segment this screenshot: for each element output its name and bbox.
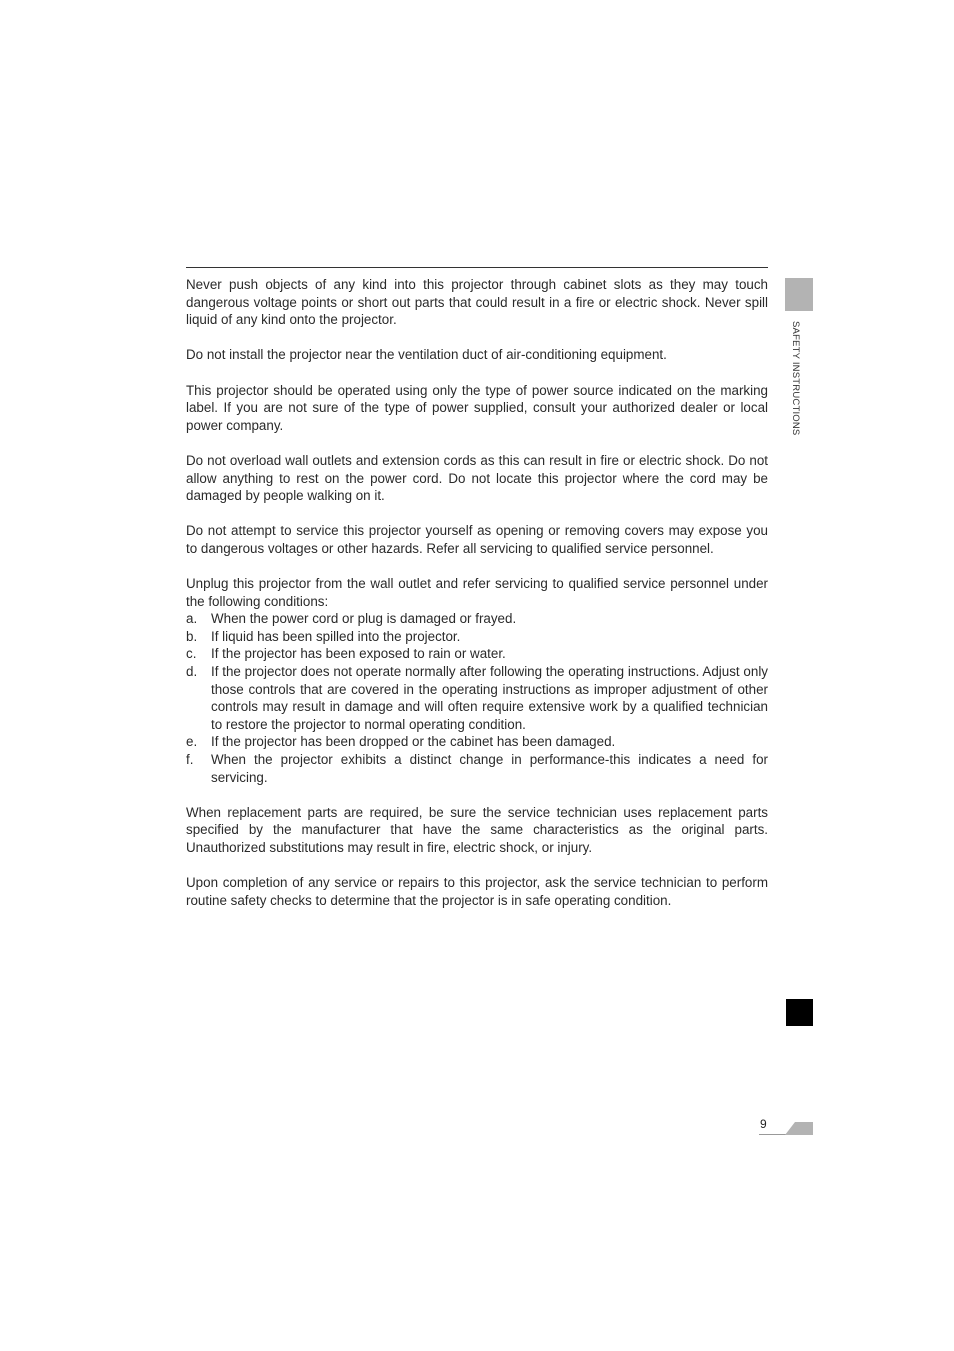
page-number: 9: [760, 1117, 767, 1131]
paragraph-objects: Never push objects of any kind into this projector through cabinet slots as they may touch dangerous voltage points or short out parts that could result in a fire or electric shock. Never spill liquid of any kind onto the projector.: [186, 277, 768, 328]
conditions-block: [186, 575, 768, 786]
list-item: [186, 645, 768, 663]
paragraph-service: Do not attempt to service this projector yourself as opening or removing covers may expose you to dangerous voltages or other hazards. Refer all servicing to qualified service personnel.: [186, 523, 768, 556]
list-text: If the projector does not operate normally after following the operating instructions. Adjust only those controls that are covered in the operating instructions as improper adjustment of other controls may result in damage and will often require extensive work by a qualified technician to restore the projector to normal operating condition.: [211, 664, 768, 732]
conditions-list: [186, 610, 768, 786]
section-label-text: SAFETY INSTRUCTIONS: [790, 321, 801, 436]
list-item: [186, 751, 768, 786]
list-text: If liquid has been spilled into the projector.: [211, 628, 461, 644]
list-marker: e.: [186, 734, 198, 750]
list-item: [186, 733, 768, 751]
page-corner-tab: [785, 1122, 813, 1135]
list-item: [186, 610, 768, 628]
paragraph-overload: Do not overload wall outlets and extension cords as this can result in fire or electric shock. Do not allow anything to rest on the power cord. Do not locate this projector where the cord may be damaged by people walking on it.: [186, 452, 768, 504]
list-item: [186, 663, 768, 733]
list-marker: f.: [186, 752, 194, 768]
paragraph-power-source: This projector should be operated using only the type of power source indicated on the marking label. If you are not sure of the type of power supplied, consult your authorized dealer or local power company.: [186, 382, 768, 433]
section-tab-marker: [785, 278, 813, 311]
safety-instructions-body: [186, 276, 768, 909]
list-text: If the projector has been exposed to rain or water.: [211, 646, 506, 662]
paragraph-ventilation: Do not install the projector near the ventilation duct of air-conditioning equipment.: [186, 347, 667, 363]
list-marker: a.: [186, 611, 198, 627]
list-marker: d.: [186, 664, 198, 680]
conditions-intro: Unplug this projector from the wall outlet and refer servicing to qualified service personnel under the following conditions:: [186, 576, 768, 609]
list-marker: b.: [186, 628, 198, 644]
list-marker: c.: [186, 646, 197, 662]
list-text: When the projector exhibits a distinct change in performance-this indicates a need for servicing.: [211, 752, 768, 785]
top-rule: [186, 267, 768, 268]
paragraph-replacement-parts: When replacement parts are required, be sure the service technician uses replacement parts specified by the manufacturer that have the same characteristics as the original parts. Unauthorized substitutions may result in fire, electric shock, or injury.: [186, 804, 768, 855]
list-text: When the power cord or plug is damaged or frayed.: [211, 611, 517, 627]
paragraph-safety-checks: Upon completion of any service or repairs to this projector, ask the service technician to perform routine safety checks to determine that the projector is in safe operating condition.: [186, 875, 768, 908]
section-label: [781, 321, 809, 436]
chapter-tab-marker: [786, 999, 813, 1026]
list-item: [186, 628, 768, 646]
list-text: If the projector has been dropped or the cabinet has been damaged.: [211, 734, 616, 750]
